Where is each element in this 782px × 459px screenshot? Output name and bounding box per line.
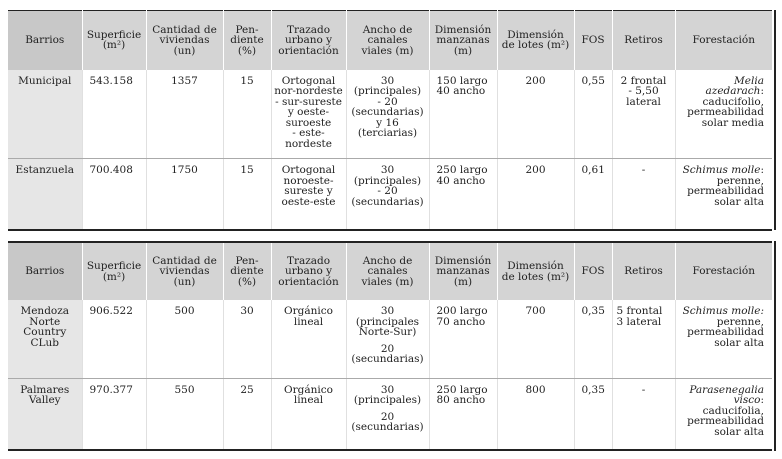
text-line: Melia: [734, 74, 764, 87]
text-line: noroeste-: [283, 174, 334, 187]
text-line: suroeste: [285, 116, 332, 129]
right-border: [774, 10, 776, 230]
header-trazado: [271, 242, 346, 300]
cell-manzanas: [429, 300, 497, 378]
header-viviendas: [146, 242, 223, 300]
header-trazado: [271, 11, 346, 70]
text-line: lateral: [626, 95, 661, 108]
header-pendiente: [223, 11, 271, 70]
cell-pendiente: 25: [223, 378, 271, 450]
text-line: nor-nordeste: [274, 85, 343, 97]
text-line: permeabilidad: [687, 106, 764, 118]
text-line: Superficie: [86, 28, 142, 41]
right-border: [774, 241, 776, 451]
text-line: 5 frontal: [616, 305, 663, 317]
cell-pendiente: 30: [223, 300, 271, 378]
cell-retiros: [612, 300, 675, 378]
text-line: Ancho de: [362, 254, 413, 267]
text-line: 70 ancho: [436, 315, 486, 328]
table-2: [8, 241, 772, 451]
text-line: de lotes (m²): [501, 39, 570, 52]
text-line: (principales: [355, 315, 420, 328]
text-line: - este-: [292, 127, 325, 139]
text-line: Schimus molle:: [682, 305, 764, 317]
text-line: (m): [453, 275, 473, 288]
text-line: 200 largo: [436, 305, 488, 317]
text-line: Country: [23, 326, 67, 338]
text-line: viales (m): [361, 44, 414, 57]
cell-forestacion: [675, 378, 772, 450]
text-line: (m²): [102, 270, 126, 283]
text-line: 250 largo: [436, 383, 488, 396]
header-fos: FOS: [574, 11, 612, 70]
text-line: visco:: [733, 394, 764, 406]
cell-ancho: [346, 159, 429, 230]
text-line: Ortogonal: [281, 74, 336, 87]
text-line: oeste-este: [281, 195, 336, 208]
text-line: Ancho de: [362, 23, 413, 36]
text-line: 80 ancho: [436, 394, 486, 406]
text-line: solar alta: [714, 336, 764, 349]
text-line: Ortogonal: [281, 164, 336, 176]
cell-superficie: 906.522: [82, 300, 146, 378]
text-line: 20: [380, 342, 395, 355]
text-line: lineal: [293, 394, 324, 406]
header-retiros: Retiros: [612, 242, 675, 300]
text-line: viales (m): [361, 275, 414, 288]
text-line: Pen-: [235, 23, 259, 36]
text-line: caducifolio,: [702, 95, 764, 108]
header-superficie: [82, 242, 146, 300]
cell-retiros: [612, 159, 675, 230]
text-line: nordeste: [285, 137, 332, 150]
cell-manzanas: [429, 70, 497, 159]
text-line: (un): [173, 275, 196, 288]
text-line: orientación: [278, 275, 339, 288]
text-line: Orgánico: [284, 305, 333, 317]
cell-viviendas: 500: [146, 300, 223, 378]
text-line: Mendoza: [20, 305, 70, 317]
text-line: Trazado: [286, 254, 331, 267]
cell-barrio: [8, 70, 82, 159]
cell-barrio: [8, 159, 82, 230]
cell-ancho: [346, 70, 429, 159]
text-line: (secundarias): [351, 353, 424, 365]
text-line: solar media: [701, 116, 764, 129]
text-line: (secundarias): [351, 106, 424, 118]
header-fos: FOS: [574, 242, 612, 300]
text-line: -: [641, 383, 646, 396]
text-line: Cantidad de: [152, 23, 217, 36]
text-line: Norte-Sur): [358, 326, 417, 338]
text-line: 150 largo: [436, 74, 488, 87]
cell-trazado: [271, 159, 346, 230]
text-line: -: [641, 164, 646, 176]
text-line: lineal: [293, 315, 324, 328]
cell-viviendas: 1357: [146, 70, 223, 159]
cell-superficie: 543.158: [82, 70, 146, 159]
header-retiros: Retiros: [612, 11, 675, 70]
header-viviendas: [146, 11, 223, 70]
text-line: Trazado: [286, 23, 331, 36]
cell-retiros: [612, 378, 675, 450]
cell-ancho: [346, 300, 429, 378]
table-row: [8, 70, 772, 159]
text-line: (un): [173, 44, 196, 57]
text-line: azedarach:: [705, 85, 764, 97]
cell-barrio: [8, 300, 82, 378]
cell-trazado: [271, 70, 346, 159]
cell-fos: 0,61: [574, 159, 612, 230]
text-line: permeabilidad: [687, 185, 764, 197]
text-line: Estanzuela: [15, 164, 74, 176]
cell-forestacion: [675, 159, 772, 230]
text-line: permeabilidad: [687, 326, 764, 338]
table-row: [8, 300, 772, 378]
text-line: - sur-sureste: [275, 95, 342, 108]
header-manzanas: [429, 11, 497, 70]
text-line: CLub: [30, 336, 59, 349]
text-line: (%): [237, 44, 257, 57]
text-line: canales: [367, 265, 408, 278]
table-1: [8, 10, 772, 231]
text-line: 3 lateral: [616, 315, 662, 328]
text-line: 2 frontal: [620, 74, 667, 87]
text-line: permeabilidad: [687, 415, 764, 427]
text-line: Dimensión: [507, 260, 564, 272]
header-row: [8, 11, 772, 70]
header-barrios: Barrios: [8, 11, 82, 70]
text-line: (principales): [353, 394, 422, 406]
text-line: (principales): [353, 85, 422, 97]
text-line: Dimensión: [507, 28, 564, 41]
text-line: urbano y: [284, 265, 333, 278]
cell-forestacion: [675, 70, 772, 159]
text-line: - 20: [377, 95, 398, 108]
text-line: diente: [230, 34, 264, 46]
header-ancho: [346, 11, 429, 70]
text-line: 30: [380, 305, 395, 317]
cell-viviendas: 1750: [146, 159, 223, 230]
header-row: [8, 242, 772, 300]
text-line: (secundarias): [351, 421, 424, 433]
text-line: 30: [380, 164, 395, 176]
header-superficie: [82, 11, 146, 70]
cell-superficie: 700.408: [82, 159, 146, 230]
text-line: Municipal: [18, 74, 72, 87]
text-line: Parasenegalia: [689, 383, 764, 396]
text-line: y 16: [376, 116, 399, 129]
text-line: Orgánico: [284, 383, 333, 396]
text-line: 250 largo: [436, 164, 488, 176]
text-line: viviendas: [159, 265, 210, 278]
text-line: diente: [230, 265, 264, 278]
text-line: de lotes (m²): [501, 270, 570, 283]
text-line: caducifolia,: [702, 404, 764, 417]
header-manzanas: [429, 242, 497, 300]
cell-lotes: 200: [497, 159, 574, 230]
text-line: Superficie: [86, 260, 142, 272]
cell-barrio: [8, 378, 82, 450]
text-line: Valley: [28, 394, 61, 406]
text-line: viviendas: [159, 34, 210, 46]
header-lotes: [497, 242, 574, 300]
cell-retiros: [612, 70, 675, 159]
text-line: perenne,: [716, 174, 764, 187]
text-line: y oeste-: [287, 106, 330, 118]
table-row: [8, 159, 772, 230]
cell-pendiente: 15: [223, 70, 271, 159]
text-line: 40 ancho: [436, 174, 486, 187]
cell-trazado: [271, 300, 346, 378]
cell-forestacion: [675, 300, 772, 378]
text-line: 40 ancho: [436, 85, 486, 97]
text-line: Dimensión: [434, 254, 492, 267]
text-line: Dimensión: [434, 23, 492, 36]
text-line: canales: [367, 34, 408, 46]
text-line: - 5,50: [628, 85, 659, 97]
cell-manzanas: [429, 378, 497, 450]
header-barrios: Barrios: [8, 242, 82, 300]
text-line: - 20: [377, 185, 398, 197]
text-line: (principales): [353, 174, 422, 187]
header-lotes: [497, 11, 574, 70]
cell-superficie: 970.377: [82, 378, 146, 450]
text-line: perenne,: [716, 315, 764, 328]
text-line: sureste y: [284, 185, 333, 197]
text-line: orientación: [278, 44, 339, 57]
text-line: Pen-: [235, 254, 259, 267]
table-row: [8, 378, 772, 450]
cell-manzanas: [429, 159, 497, 230]
header-forestacion: Forestación: [675, 242, 772, 300]
header-forestacion: Forestación: [675, 11, 772, 70]
text-line: solar alta: [714, 425, 764, 438]
cell-ancho: [346, 378, 429, 450]
text-line: (m²): [102, 39, 126, 52]
text-line: (secundarias): [351, 195, 424, 208]
text-line: manzanas: [436, 34, 490, 46]
text-line: Cantidad de: [152, 254, 217, 267]
text-line: (terciarias): [357, 127, 418, 139]
text-line: Palmares: [20, 383, 70, 396]
text-line: 20: [380, 410, 395, 423]
text-line: Norte: [29, 315, 61, 328]
text-line: manzanas: [436, 265, 490, 278]
text-line: urbano y: [284, 34, 333, 46]
cell-fos: 0,55: [574, 70, 612, 159]
header-pendiente: [223, 242, 271, 300]
text-line: 30: [380, 383, 395, 396]
cell-viviendas: 550: [146, 378, 223, 450]
cell-fos: 0,35: [574, 300, 612, 378]
header-ancho: [346, 242, 429, 300]
text-line: 30: [380, 74, 395, 87]
cell-pendiente: 15: [223, 159, 271, 230]
text-line: solar alta: [714, 195, 764, 208]
cell-lotes: 800: [497, 378, 574, 450]
text-line: Schimus molle:: [682, 164, 764, 176]
cell-lotes: 200: [497, 70, 574, 159]
cell-lotes: 700: [497, 300, 574, 378]
cell-fos: 0,35: [574, 378, 612, 450]
text-line: (m): [453, 44, 473, 57]
cell-trazado: [271, 378, 346, 450]
text-line: (%): [237, 275, 257, 288]
